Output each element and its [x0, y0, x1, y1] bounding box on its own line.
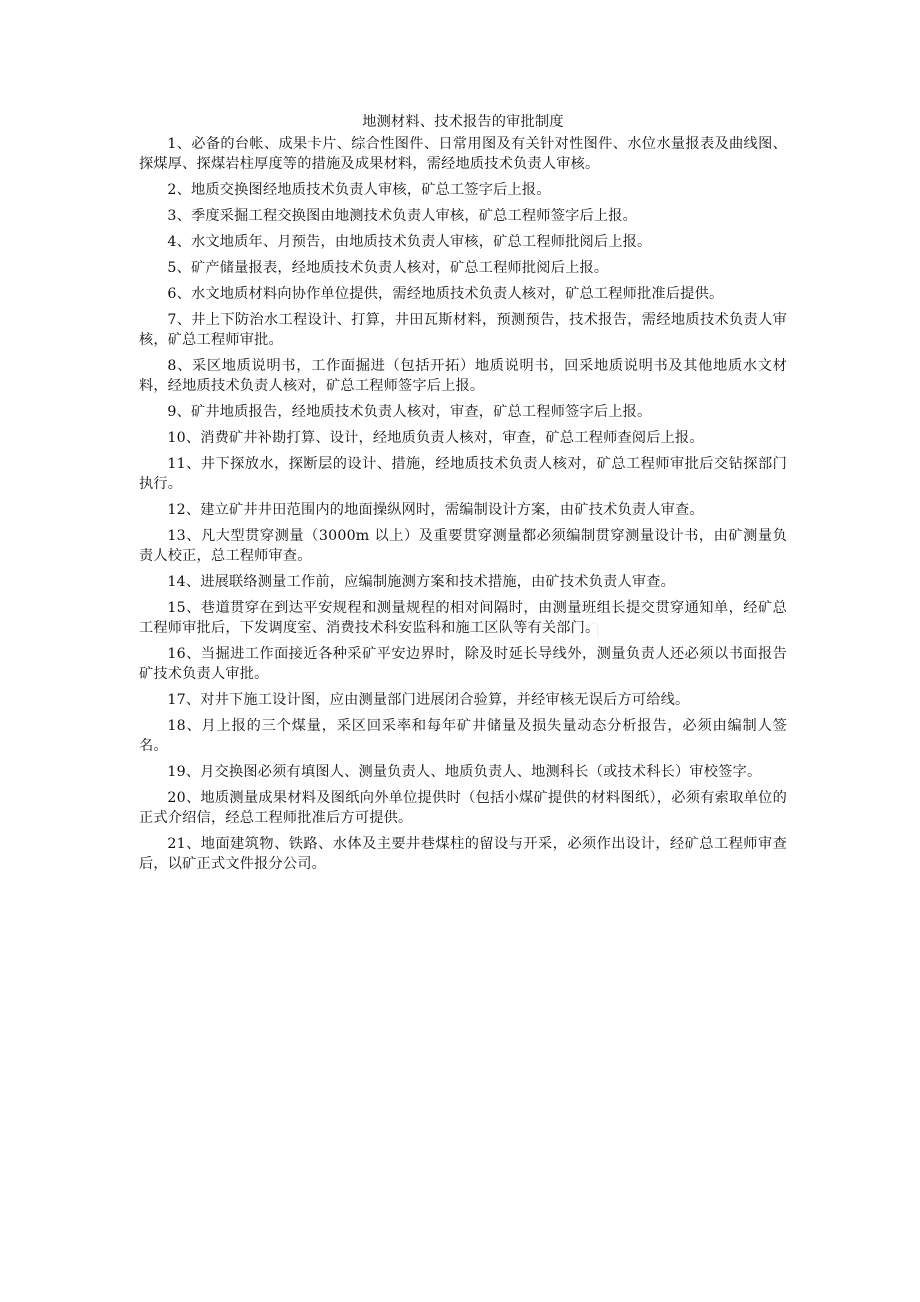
- rule-item-16: 16、当掘进工作面接近各种采矿平安边界时，除及时延长导线外，测量负责人还必须以书面报告矿技术负责人审批。: [139, 646, 787, 682]
- rule-item-7: 7、井上下防治水工程设计、打算，井田瓦斯材料，预测预告，技术报告，需经地质技术负责人审核，矿总工程师审批。: [139, 312, 787, 348]
- rule-item-5: 5、矿产储量报表，经地质技术负责人核对，矿总工程师批阅后上报。: [167, 260, 609, 276]
- document-body: [139, 112, 787, 880]
- document-title: 地测材料、技术报告的审批制度: [362, 114, 564, 130]
- rule-item-21: 21、地面建筑物、铁路、水体及主要井巷煤柱的留设与开采，必须作出设计，经矿总工程师审查后，以矿正式文件报分公司。: [139, 836, 787, 872]
- rule-item-20: 20、地质测量成果材料及图纸向外单位提供时（包括小煤矿提供的材料图纸），必须有索取单位的正式介绍信，经总工程师批准后方可提供。: [139, 790, 787, 826]
- rule-item-19: 19、月交换图必须有填图人、测量负责人、地质负责人、地测科长（或技术科长）审校签字。: [167, 764, 762, 780]
- rule-item-13: 13、凡大型贯穿测量（3000m 以上）及重要贯穿测量都必须编制贯穿测量设计书，由矿测量负责人校正，总工程师审查。: [139, 528, 787, 564]
- rule-item-15: 15、巷道贯穿在到达平安规程和测量规程的相对间隔时，由测量班组长提交贯穿通知单，经矿总工程师审批后，下发调度室、消费技术科安监科和施工区队等有关部门。: [139, 600, 787, 636]
- rule-item-8: 8、采区地质说明书，工作面掘进（包括开拓）地质说明书，回采地质说明书及其他地质水文材料，经地质技术负责人核对，矿总工程师签字后上报。: [139, 358, 787, 394]
- rule-item-2: 2、地质交换图经地质技术负责人审核，矿总工签字后上报。: [167, 182, 551, 198]
- rule-item-1: 1、必备的台帐、成果卡片、综合性图件、日常用图及有关针对性图件、水位水量报表及曲线图、探煤厚、探煤岩柱厚度等的措施及成果材料，需经地质技术负责人审核。: [139, 136, 787, 172]
- rule-item-6: 6、水文地质材料向协作单位提供，需经地质技术负责人核对，矿总工程师批准后提供。: [167, 286, 724, 302]
- rule-item-14: 14、进展联络测量工作前，应编制施测方案和技术措施，由矿技术负责人审查。: [167, 574, 676, 590]
- rule-item-9: 9、矿井地质报告，经地质技术负责人核对，审查，矿总工程师签字后上报。: [167, 404, 652, 420]
- rule-item-18: 18、月上报的三个煤量，采区回采率和每年矿井储量及损失量动态分析报告，必须由编制人签名。: [139, 718, 787, 754]
- rule-item-4: 4、水文地质年、月预告，由地质技术负责人审核，矿总工程师批阅后上报。: [167, 234, 652, 250]
- rule-item-10: 10、消费矿井补勘打算、设计，经地质负责人核对，审查，矿总工程师查阅后上报。: [167, 430, 704, 446]
- rule-item-12: 12、建立矿井井田范围内的地面操纵网时，需编制设计方案，由矿技术负责人审查。: [167, 502, 704, 518]
- rule-item-3: 3、季度采掘工程交换图由地测技术负责人审核，矿总工程师签字后上报。: [167, 208, 638, 224]
- rule-item-17: 17、对井下施工设计图，应由测量部门进展闭合验算，并经审核无误后方可给线。: [167, 692, 690, 708]
- rule-item-11: 11、井下探放水，探断层的设计、措施，经地质技术负责人核对，矿总工程师审批后交钻探部门执行。: [139, 456, 787, 492]
